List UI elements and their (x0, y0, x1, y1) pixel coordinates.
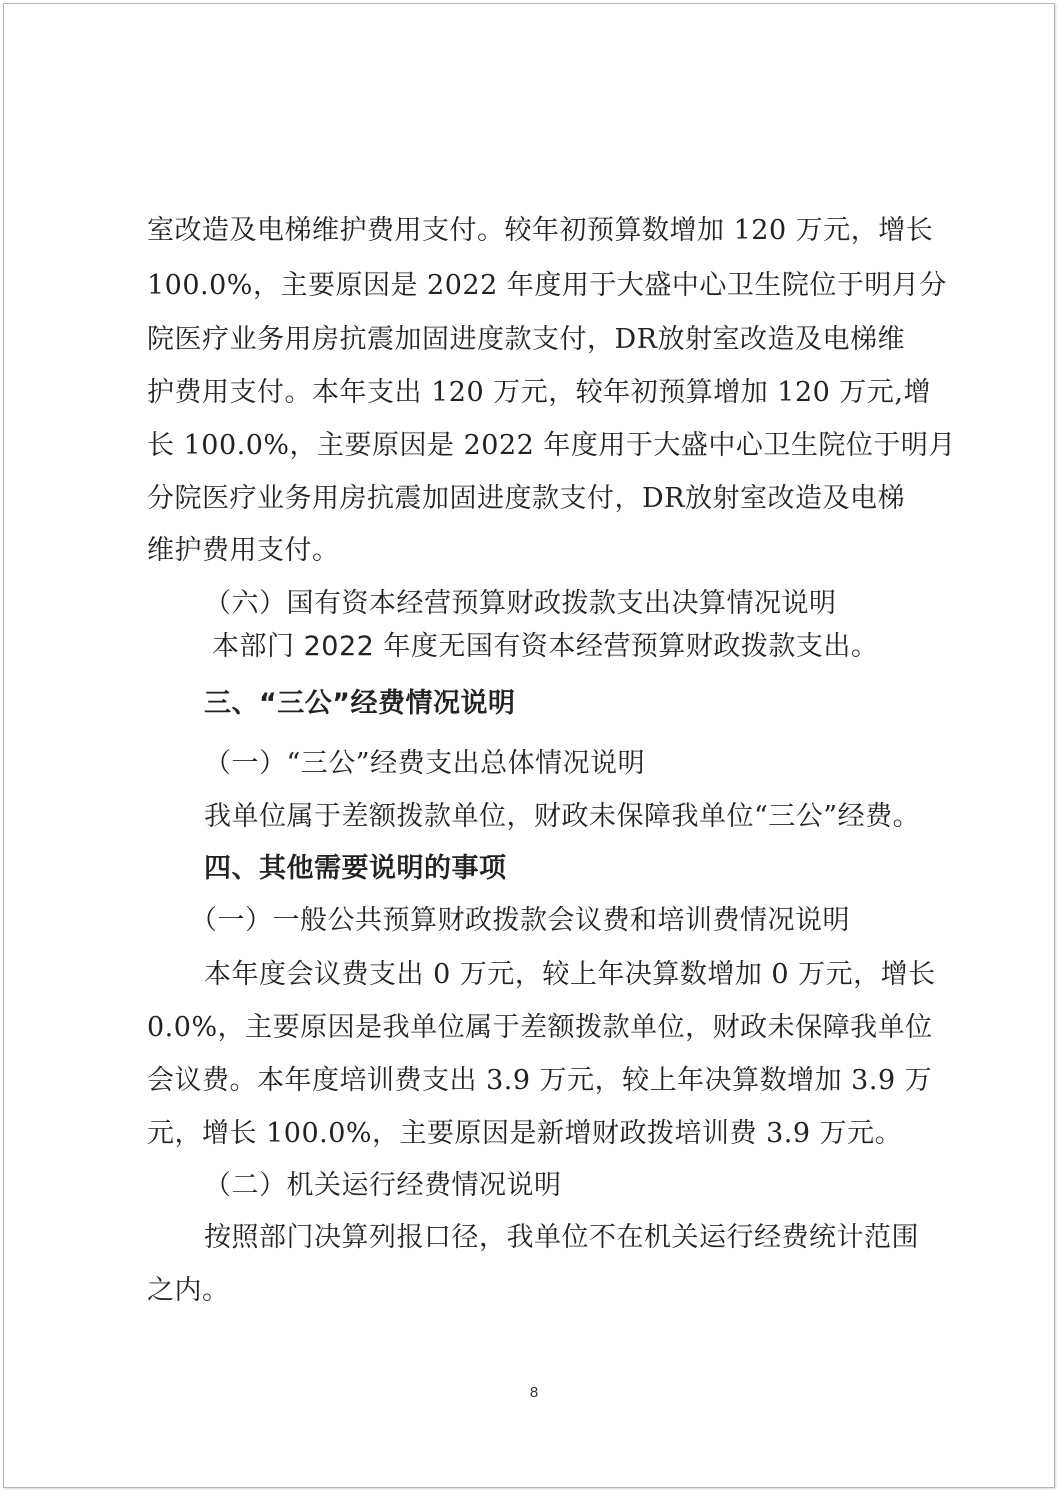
paragraph-three-public: 我单位属于差额拨款单位，财政未保障我单位“三公”经费。 (204, 801, 921, 832)
section-heading-state-capital: （六）国有资本经营预算财政拨款支出决算情况说明 (204, 588, 837, 619)
paragraph-line: 100.0%，主要原因是 2022 年度用于大盛中心卫生院位于明月分 (147, 270, 947, 301)
subsection-heading-meeting-training: （一）一般公共预算财政拨款会议费和培训费情况说明 (190, 905, 850, 936)
paragraph-line: 之内。 (147, 1275, 230, 1306)
subsection-heading-three-public-overall: （一）“三公”经费支出总体情况说明 (204, 748, 646, 779)
paragraph-line: 按照部门决算列报口径，我单位不在机关运行经费统计范围 (204, 1222, 919, 1253)
subsection-heading-agency-operating: （二）机关运行经费情况说明 (204, 1170, 562, 1201)
paragraph-line: 维护费用支付。 (147, 535, 340, 566)
section-heading-three-public: 三、“三公”经费情况说明 (204, 688, 516, 719)
paragraph-line: 长 100.0%，主要原因是 2022 年度用于大盛中心卫生院位于明月 (147, 430, 956, 461)
paragraph-line: 会议费。本年度培训费支出 3.9 万元，较上年决算数增加 3.9 万 (147, 1065, 933, 1096)
paragraph-line: 护费用支付。本年支出 120 万元，较年初预算增加 120 万元,增 (147, 377, 931, 408)
paragraph-state-capital: 本部门 2022 年度无国有资本经营预算财政拨款支出。 (212, 631, 879, 662)
paragraph-line: 元，增长 100.0%，主要原因是新增财政拨培训费 3.9 万元。 (147, 1118, 903, 1149)
paragraph-line: 本年度会议费支出 0 万元，较上年决算数增加 0 万元，增长 (204, 959, 936, 990)
page-number: 8 (529, 1384, 539, 1401)
paragraph-line: 分院医疗业务用房抗震加固进度款支付，DR放射室改造及电梯 (147, 483, 905, 514)
paragraph-line: 院医疗业务用房抗震加固进度款支付，DR放射室改造及电梯维 (147, 324, 905, 355)
paragraph-line: 0.0%，主要原因是我单位属于差额拨款单位，财政未保障我单位 (147, 1012, 933, 1043)
section-heading-other-matters: 四、其他需要说明的事项 (204, 853, 507, 884)
document-page (3, 3, 1055, 1488)
paragraph-line: 室改造及电梯维护费用支付。较年初预算数增加 120 万元，增长 (147, 215, 934, 246)
